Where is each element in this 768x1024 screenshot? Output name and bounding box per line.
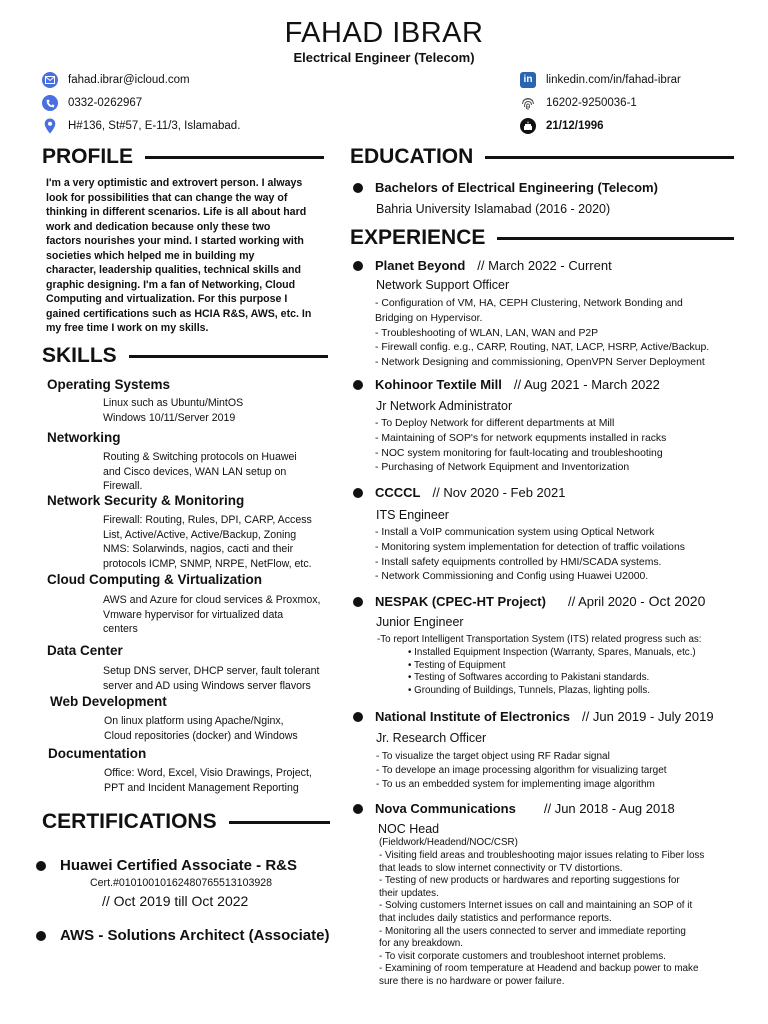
skill-title: Cloud Computing & Virtualization xyxy=(47,572,262,587)
bullet-dot xyxy=(353,597,363,607)
profile-line: Computing and virtualization. For this purpose I xyxy=(46,293,288,305)
cert-title: Huawei Certified Associate - R&S xyxy=(60,857,298,874)
job-task: - Network Commissioning and Config using Huawei U2000. xyxy=(375,571,649,583)
contact-cnic xyxy=(520,95,637,111)
skill-title: Data Center xyxy=(47,643,123,658)
job-task: - Purchasing of Network Equipment and Inventorization xyxy=(375,462,630,474)
cert-item xyxy=(36,926,329,945)
job-sub-task: • Grounding of Buildings, Tunnels, Plazas, lighting polls. xyxy=(408,685,768,698)
job-role: NOC Head xyxy=(378,822,440,836)
skills-heading-text: SKILLS xyxy=(42,344,117,367)
job-task: - Install safety equipments controlled by HMI/SCADA systems. xyxy=(375,556,662,568)
skill-line: Vmware hypervisor for virtualized data xyxy=(103,608,284,621)
dob-text: 21/12/1996 xyxy=(546,120,604,132)
job-task: - To visualize the target object using RF Radar signal xyxy=(376,751,610,762)
job-company: Planet Beyond xyxy=(375,258,466,273)
skill-line: Windows 10/11/Server 2019 xyxy=(103,411,236,424)
job-task: - To us an embedded system for implementing image algorithm xyxy=(376,778,655,790)
profile-line: character, leadership qualities, technical skills and xyxy=(46,264,301,276)
job-tasks xyxy=(379,850,764,989)
cert-item xyxy=(36,856,297,875)
job-task: - Network Designing and commissioning, OpenVPN Server Deployment xyxy=(375,357,705,369)
job-role: Network Support Officer xyxy=(376,278,510,292)
phone-icon xyxy=(42,95,58,111)
fingerprint-icon xyxy=(520,95,536,111)
job-sub-task: • Testing of Equipment xyxy=(408,660,768,673)
job-header xyxy=(353,593,705,610)
job-task: - Monitoring system implementation for detection of traffic voilations xyxy=(375,541,685,553)
education-school: Bahria University Islamabad (2016 - 2020) xyxy=(376,202,611,216)
profile-line: my free time I work on my skills. xyxy=(46,322,209,334)
skill-desc xyxy=(104,766,354,795)
skill-title: Documentation xyxy=(48,746,147,761)
certifications-rule xyxy=(229,821,330,824)
job-role: ITS Engineer xyxy=(376,508,449,522)
job-task: - Testing of new products or hardwares and reporting suggestions for xyxy=(379,875,680,887)
profile-line: I'm a very optimistic and extrovert person. I always xyxy=(46,177,303,189)
degree-text: Bachelors of Electrical Engineering (Telecom) xyxy=(375,180,658,195)
profile-text xyxy=(46,176,336,336)
job-task: their updates. xyxy=(379,887,439,899)
job-period: // March 2022 - Current xyxy=(477,258,612,273)
job-task: sure there is no hardware or power failure. xyxy=(379,975,565,987)
bullet-dot xyxy=(353,804,363,814)
skill-desc xyxy=(103,513,353,571)
skill-desc xyxy=(103,664,353,693)
cert-period: // Oct 2019 till Oct 2022 xyxy=(102,893,249,909)
linkedin-text: linkedin.com/in/fahad-ibrar xyxy=(546,74,681,86)
contact-dob xyxy=(520,118,604,134)
job-company: National Institute of Electronics xyxy=(375,709,571,724)
education-rule xyxy=(485,156,734,159)
job-period: // Jun 2018 - Aug 2018 xyxy=(543,801,675,816)
linkedin-icon: in xyxy=(520,72,536,88)
job-period: // Jun 2019 - July 2019 xyxy=(582,709,714,724)
job-sub-task: • Testing of Softwares according to Pakistani standards. xyxy=(408,672,768,685)
job-task: - Examining of room temperature at Headend and backup power to make xyxy=(379,963,699,975)
education-heading xyxy=(350,145,734,169)
skill-line: server and AD using Windows server flavors xyxy=(103,679,311,692)
job-task: - Troubleshooting of WLAN, LAN, WAN and P2P xyxy=(375,327,599,339)
skills-heading xyxy=(42,344,328,368)
cnic-text: 16202-9250036-1 xyxy=(546,97,637,109)
job-header xyxy=(353,376,660,393)
skill-title: Networking xyxy=(47,430,121,445)
skill-line: Firewall. xyxy=(103,480,143,492)
job-role: Jr. Research Officer xyxy=(376,731,487,745)
job-task: - Solving customers Internet issues on call and maintaining an SOP of it xyxy=(379,900,693,912)
profile-line: graphic designing. I'm a fan of Networking, Cloud xyxy=(46,278,296,291)
job-role: Jr Network Administrator xyxy=(376,399,513,413)
job-task: - Visiting field areas and troubleshooting major issues relating to Fiber loss xyxy=(379,850,705,861)
job-task: - NOC system monitoring for fault-locating and troubleshooting xyxy=(375,447,663,459)
job-company: CCCCL xyxy=(375,485,421,500)
job-sub-task: • Installed Equipment Inspection (Warranty, Spares, Manuals, etc.) xyxy=(408,647,768,660)
skill-desc xyxy=(104,714,354,743)
job-task: - To develope an image processing algorithm for visualizing target xyxy=(376,764,667,776)
job-tasks xyxy=(375,297,760,371)
skill-title: Operating Systems xyxy=(47,377,171,392)
cert-title: AWS - Solutions Architect (Associate) xyxy=(60,927,330,944)
skill-desc xyxy=(103,396,353,425)
bullet-dot xyxy=(353,183,363,193)
skill-line: Cloud repositories (docker) and Windows xyxy=(104,729,298,742)
job-tasks xyxy=(375,417,760,476)
education-heading-text: EDUCATION xyxy=(350,145,474,168)
job-period-end: Oct 2020 xyxy=(648,593,706,609)
job-intro: -To report Intelligent Transportation System (ITS) related progress such as: xyxy=(377,634,702,645)
job-period: // Aug 2021 - March 2022 xyxy=(513,377,660,392)
job-note: (Fieldwork/Headend/NOC/CSR) xyxy=(379,837,518,848)
job-company: Kohinoor Textile Mill xyxy=(375,377,502,392)
skill-line: Setup DNS server, DHCP server, fault tolerant xyxy=(103,665,320,677)
experience-rule xyxy=(497,237,734,240)
profile-heading-text: PROFILE xyxy=(42,145,134,168)
profile-rule xyxy=(145,156,324,159)
skill-line: centers xyxy=(103,623,138,635)
certifications-heading xyxy=(42,810,330,834)
skill-line: PPT and Incident Management Reporting xyxy=(104,781,299,794)
birthday-cake-icon xyxy=(520,118,536,134)
job-task: - Configuration of VM, HA, CEPH Clustering, Network Bonding and xyxy=(375,298,683,309)
profile-line: societies which helped me in building my xyxy=(46,249,255,262)
job-task: - Install a VoIP communication system using Optical Network xyxy=(375,527,655,538)
job-period: // Nov 2020 - Feb 2021 xyxy=(432,485,566,500)
contact-address xyxy=(42,118,240,134)
job-header xyxy=(353,484,565,501)
skill-line: On linux platform using Apache/Nginx, xyxy=(104,715,284,727)
skill-line: Office: Word, Excel, Visio Drawings, Project, xyxy=(104,767,312,779)
job-task: for any breakdown. xyxy=(379,938,463,950)
bullet-dot xyxy=(353,380,363,390)
email-icon xyxy=(42,72,58,88)
resume-title: Electrical Engineer (Telecom) xyxy=(293,50,475,65)
job-task: that includes daily statistics and performance reports. xyxy=(379,912,612,924)
profile-line: factors nourishes your mind. I started working with xyxy=(46,235,304,247)
skill-desc xyxy=(103,593,353,637)
skill-line: AWS and Azure for cloud services & Proxmox, xyxy=(103,594,321,606)
job-task: - To Deploy Network for different departments at Mill xyxy=(375,418,615,429)
skill-line: List, Active/Active, Active/Backup, Zoning xyxy=(103,528,297,541)
job-role: Junior Engineer xyxy=(376,615,464,629)
job-task: - Firewall config. e.g., CARP, Routing, NAT, LACP, HSRP, Active/Backup. xyxy=(375,342,710,354)
certifications-heading-text: CERTIFICATIONS xyxy=(42,810,217,833)
cert-id: Cert.#01010010162480765513103928 xyxy=(90,877,273,889)
profile-line: look for possibilities that can change the way of xyxy=(46,191,288,204)
job-task: that leads to slow internet connectivity or TV distortions. xyxy=(379,862,623,874)
profile-line: thinking in different scenarios. Life is all about hard xyxy=(46,206,307,218)
job-period: // April 2020 - xyxy=(567,594,645,609)
resume-name: FAHAD IBRAR xyxy=(284,17,484,49)
skills-rule xyxy=(129,355,328,358)
contact-linkedin xyxy=(520,72,681,88)
bullet-dot xyxy=(36,861,46,871)
bullet-dot xyxy=(36,931,46,941)
job-task: - Maintaining of SOP's for network equpments installed in racks xyxy=(375,432,667,444)
skill-line: and Cisco devices, WAN LAN setup on xyxy=(103,465,287,478)
experience-heading-text: EXPERIENCE xyxy=(350,226,486,249)
skill-line: Firewall: Routing, Rules, DPI, CARP, Access xyxy=(103,514,312,526)
skill-line: Linux such as Ubuntu/MintOS xyxy=(103,397,244,409)
job-tasks xyxy=(375,526,760,585)
job-task: - Monitoring all the users connected to server and immediate reporting xyxy=(379,925,686,937)
job-company: Nova Communications xyxy=(375,801,516,816)
bullet-dot xyxy=(353,712,363,722)
job-task: - To visit corporate customers and troubleshoot internet problems. xyxy=(379,950,666,962)
contact-phone xyxy=(42,95,142,111)
profile-line: work and dedication because only these two xyxy=(46,220,271,233)
skill-desc xyxy=(103,450,353,494)
job-header xyxy=(353,257,612,274)
contact-email xyxy=(42,72,190,88)
profile-heading xyxy=(42,145,324,169)
job-task: Bridging on Hypervisor. xyxy=(375,312,483,324)
job-company: NESPAK (CPEC-HT Project) xyxy=(375,594,546,609)
phone-text: 0332-0262967 xyxy=(68,97,143,109)
skill-title: Web Development xyxy=(50,694,167,709)
experience-heading xyxy=(350,226,734,250)
email-text: fahad.ibrar@icloud.com xyxy=(68,74,190,86)
education-degree xyxy=(353,179,670,196)
skill-line: protocols ICMP, SNMP, NRPE, NetFlow, etc. xyxy=(103,557,312,570)
skill-title: Network Security & Monitoring xyxy=(47,493,245,508)
profile-line: gained certifications such as HCIA R&S, AWS, etc. In xyxy=(46,307,312,320)
skill-line: NMS: Solarwinds, nagios, cacti and their xyxy=(103,543,294,555)
job-sub-tasks xyxy=(376,647,768,697)
job-header xyxy=(353,800,675,817)
location-pin-icon xyxy=(42,118,58,134)
bullet-dot xyxy=(353,488,363,498)
skill-line: Routing & Switching protocols on Huawei xyxy=(103,451,297,463)
address-text: H#136, St#57, E-11/3, Islamabad. xyxy=(68,120,241,132)
job-header xyxy=(353,708,714,725)
bullet-dot xyxy=(353,261,363,271)
job-tasks xyxy=(376,750,761,791)
